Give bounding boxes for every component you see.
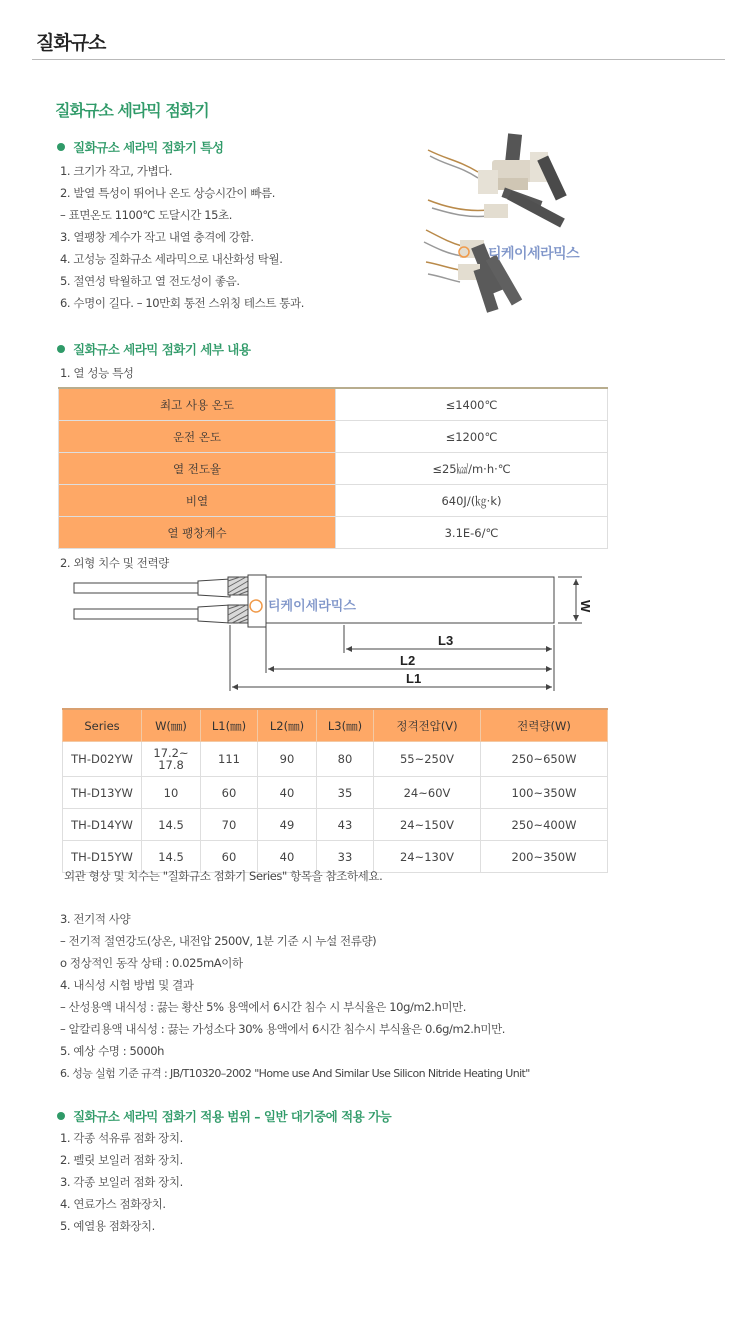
table-cell: 60 — [201, 841, 258, 873]
col-header: L3(㎜) — [317, 709, 374, 742]
feature-line: 2. 발열 특성이 뛰어나 온도 상승시간이 빠름. — [60, 186, 276, 200]
table-cell: 80 — [317, 742, 374, 777]
application-line: 3. 각종 보일러 점화 장치. — [60, 1175, 183, 1189]
page-title: 질화규소 — [36, 32, 106, 54]
col-header: L2(㎜) — [258, 709, 317, 742]
applications-heading-text: 질화규소 세라믹 점화기 적용 범위 – 일반 대기중에 적용 가능 — [73, 1109, 392, 1124]
l3-label: L3 — [438, 633, 454, 648]
electrical-line: 5. 예상 수명 : 5000h — [60, 1044, 165, 1058]
photo-watermark: 티케이세라믹스 — [488, 246, 580, 262]
table-cell: 70 — [201, 809, 258, 841]
table-cell: 43 — [317, 809, 374, 841]
table-cell: TH-D13YW — [63, 777, 142, 809]
features-heading-text: 질화규소 세라믹 점화기 특성 — [73, 140, 224, 155]
table-cell: 100~350W — [481, 777, 608, 809]
table-key: 열 전도율 — [59, 453, 336, 485]
bullet-dot-icon — [57, 143, 65, 151]
diagram-watermark: 티케이세라믹스 — [268, 599, 356, 614]
feature-line: 5. 절연성 탁월하고 열 전도성이 좋음. — [60, 274, 240, 288]
electrical-line: – 알칼리용액 내식성 : 끓는 가성소다 30% 용액에서 6시간 침수시 부식율은 0.6g/m2.h미만. — [60, 1022, 506, 1036]
application-line: 2. 펠릿 보일러 점화 장치. — [60, 1153, 183, 1167]
l2-label: L2 — [400, 653, 416, 668]
electrical-line: – 산성용액 내식성 : 끓는 황산 5% 용액에서 6시간 침수 시 부식율은 10g/m2.h미만. — [60, 1000, 467, 1014]
table-cell: 111 — [201, 742, 258, 777]
table-row — [59, 421, 608, 453]
table-key: 비열 — [59, 485, 336, 517]
electrical-line: o 정상적인 동작 상태 : 0.025mA이하 — [60, 956, 243, 970]
col-header: 전력량(W) — [481, 709, 608, 742]
w-label: W — [578, 600, 593, 613]
table-cell: 33 — [317, 841, 374, 873]
col-header: L1(㎜) — [201, 709, 258, 742]
feature-line: 3. 열팽창 계수가 작고 내열 충격에 강함. — [60, 230, 254, 244]
table-cell: 60 — [201, 777, 258, 809]
table-value: ≤1200℃ — [336, 421, 608, 453]
series-table — [62, 708, 608, 873]
table-value: 640J/(㎏·k) — [336, 485, 608, 517]
table-cell: TH-D02YW — [63, 742, 142, 777]
table-cell: 55~250V — [374, 742, 481, 777]
table-cell: 35 — [317, 777, 374, 809]
table-key: 열 팽창계수 — [59, 517, 336, 549]
electrical-line: 6. 성능 실험 기준 규격 : JB/T10320–2002 "Home use And Similar Use Silicon Nitride Heating Unit" — [60, 1067, 530, 1080]
table-cell: 49 — [258, 809, 317, 841]
table-cell: TH-D15YW — [63, 841, 142, 873]
application-line: 1. 각종 석유류 점화 장치. — [60, 1131, 183, 1145]
electrical-line: 3. 전기적 사양 — [60, 912, 131, 926]
electrical-line: – 전기적 절연강도(상온, 내전압 2500V, 1분 기준 시 누설 전류량) — [60, 934, 377, 948]
feature-line: 6. 수명이 길다. – 10만회 통전 스위칭 테스트 통과. — [60, 296, 304, 310]
details-heading-text: 질화규소 세라믹 점화기 세부 내용 — [73, 342, 251, 357]
table-row — [59, 517, 608, 549]
title-divider — [32, 59, 725, 60]
section-title: 질화규소 세라믹 점화기 — [55, 101, 209, 120]
table-row — [59, 388, 608, 421]
table-cell: 24~130V — [374, 841, 481, 873]
table-cell: 24~150V — [374, 809, 481, 841]
table-row — [59, 485, 608, 517]
dimension-diagram — [70, 573, 610, 693]
table-cell: 17.2~ 17.8 — [142, 742, 201, 777]
table-value: ≤25㎉/m·h·℃ — [336, 453, 608, 485]
table-row — [63, 809, 608, 841]
table-cell: 10 — [142, 777, 201, 809]
l1-label: L1 — [406, 671, 422, 686]
table-cell: 40 — [258, 841, 317, 873]
table-header-row — [63, 709, 608, 742]
table-cell: 250~650W — [481, 742, 608, 777]
bullet-dot-icon — [57, 345, 65, 353]
application-line: 5. 예열용 점화장치. — [60, 1219, 155, 1233]
applications-heading — [57, 1107, 391, 1125]
electrical-line: 4. 내식성 시험 방법 및 결과 — [60, 978, 194, 992]
table-cell: TH-D14YW — [63, 809, 142, 841]
thermal-table — [58, 387, 608, 549]
dimension-label: 2. 외형 치수 및 전력량 — [60, 556, 169, 570]
application-line: 4. 연료가스 점화장치. — [60, 1197, 166, 1211]
feature-line: – 표면온도 1100℃ 도달시간 15초. — [60, 208, 233, 222]
feature-line: 1. 크기가 작고, 가볍다. — [60, 164, 173, 178]
table-cell: 200~350W — [481, 841, 608, 873]
table-value: 3.1E-6/℃ — [336, 517, 608, 549]
table-key: 운전 온도 — [59, 421, 336, 453]
details-heading — [57, 340, 250, 358]
table-key: 최고 사용 온도 — [59, 388, 336, 421]
col-header: Series — [63, 709, 142, 742]
table-cell: 14.5 — [142, 841, 201, 873]
table-row — [63, 742, 608, 777]
table-value: ≤1400℃ — [336, 388, 608, 421]
bullet-dot-icon — [57, 1112, 65, 1120]
table-cell: 40 — [258, 777, 317, 809]
series-note: 외관 형상 및 치수는 "질화규소 점화기 Series" 항목을 참조하세요. — [64, 869, 383, 883]
feature-line: 4. 고성능 질화규소 세라믹으로 내산화성 탁월. — [60, 252, 283, 266]
table-cell: 14.5 — [142, 809, 201, 841]
thermal-label: 1. 열 성능 특성 — [60, 366, 134, 380]
col-header: W(㎜) — [142, 709, 201, 742]
table-row — [63, 777, 608, 809]
product-photo — [418, 130, 598, 320]
table-row — [59, 453, 608, 485]
table-cell: 250~400W — [481, 809, 608, 841]
col-header: 정격전압(V) — [374, 709, 481, 742]
table-cell: 24~60V — [374, 777, 481, 809]
table-cell: 90 — [258, 742, 317, 777]
features-heading — [57, 138, 223, 156]
